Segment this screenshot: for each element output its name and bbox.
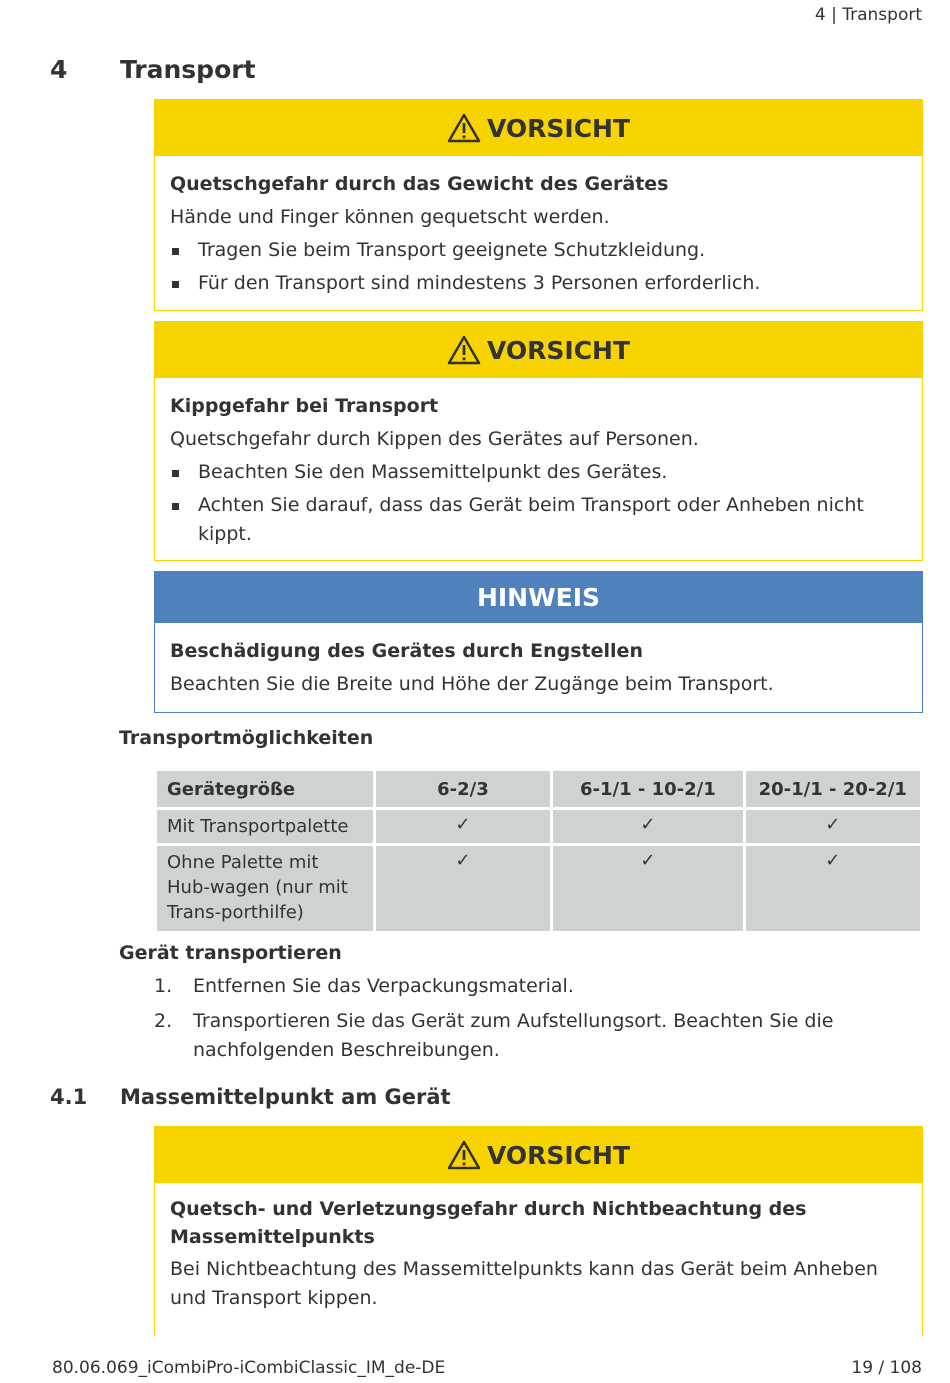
list-item <box>154 972 924 1001</box>
footer-document-id: 80.06.069_iCombiPro-iCombiClassic_IM_de-DE <box>52 1358 446 1378</box>
checkmark-icon: ✓ <box>746 810 920 843</box>
running-header: 4 | Transport <box>814 5 922 25</box>
table-cell: Ohne Palette mit Hub-wagen (nur mit Trans-porthilfe) <box>157 846 373 931</box>
caution-label: VORSICHT <box>486 113 631 143</box>
warning-text: Bei Nichtbeachtung des Massemittelpunkts kann das Gerät beim Anheben und Transport kippen. <box>170 1258 878 1309</box>
table-header-row <box>157 771 920 807</box>
subsection-heading <box>50 1085 451 1109</box>
list-item <box>170 491 908 549</box>
list-item <box>154 1007 924 1065</box>
caution-box <box>154 321 923 561</box>
list-item-text: Achten Sie darauf, dass das Gerät beim Transport oder Anheben nicht kippt. <box>198 494 864 545</box>
table-cell: Mit Transportpalette <box>157 810 373 843</box>
step-number: 1. <box>154 975 173 997</box>
caution-header <box>155 1127 922 1183</box>
step-text: Transportieren Sie das Gerät zum Aufstellungsort. Beachten Sie die nachfolgenden Beschreibungen. <box>193 1010 834 1061</box>
transport-options-table <box>154 768 923 934</box>
list-item-text: Tragen Sie beim Transport geeignete Schutzkleidung. <box>198 239 706 261</box>
bullet-square-icon <box>172 281 179 288</box>
transport-options-heading: Transportmöglichkeiten <box>119 727 374 749</box>
subsection-title: Massemittelpunkt am Gerät <box>120 1085 451 1109</box>
warning-text: Hände und Finger können gequetscht werden. <box>170 206 610 228</box>
bullet-square-icon <box>172 470 179 477</box>
checkmark-icon: ✓ <box>553 810 742 843</box>
warning-triangle-icon <box>447 113 481 143</box>
notice-text: Beachten Sie die Breite und Höhe der Zugänge beim Transport. <box>170 673 774 695</box>
section-number: 4 <box>50 55 68 84</box>
caution-box <box>154 99 923 311</box>
bullet-square-icon <box>172 248 179 255</box>
list-item <box>170 458 908 487</box>
table-header-cell: Gerätegröße <box>157 771 373 807</box>
caution-header <box>155 322 922 378</box>
warning-title: Kippgefahr bei Transport <box>170 395 439 417</box>
checkmark-icon: ✓ <box>553 846 742 931</box>
step-text: Entfernen Sie das Verpackungsmaterial. <box>193 975 574 997</box>
warning-bullet-list <box>170 236 908 298</box>
step-number: 2. <box>154 1010 173 1032</box>
list-item <box>170 236 908 265</box>
caution-label: VORSICHT <box>486 335 631 365</box>
table-header-cell: 20-1/1 - 20-2/1 <box>746 771 920 807</box>
checkmark-icon: ✓ <box>376 810 550 843</box>
caution-box <box>154 1126 923 1336</box>
table-row <box>157 810 920 843</box>
notice-label: HINWEIS <box>476 583 601 612</box>
table-header-cell: 6-1/1 - 10-2/1 <box>553 771 742 807</box>
notice-header <box>155 572 922 623</box>
caution-label: VORSICHT <box>486 1140 631 1170</box>
warning-title: Quetschgefahr durch das Gewicht des Gerätes <box>170 173 669 195</box>
notice-title: Beschädigung des Gerätes durch Engstellen <box>170 640 643 662</box>
procedure-steps <box>154 972 924 1071</box>
warning-title: Quetsch- und Verletzungsgefahr durch Nichtbeachtung des Massemittelpunkts <box>170 1198 807 1248</box>
bullet-square-icon <box>172 503 179 510</box>
warning-bullet-list <box>170 458 908 549</box>
checkmark-icon: ✓ <box>376 846 550 931</box>
footer-page-number: 19 / 108 <box>851 1358 922 1378</box>
table-row <box>157 846 920 931</box>
warning-triangle-icon <box>447 1140 481 1170</box>
notice-box <box>154 571 923 713</box>
caution-box-continued <box>154 1126 923 1336</box>
subsection-number: 4.1 <box>50 1085 88 1109</box>
checkmark-icon: ✓ <box>746 846 920 931</box>
warning-text: Quetschgefahr durch Kippen des Gerätes auf Personen. <box>170 428 699 450</box>
list-item-text: Für den Transport sind mindestens 3 Personen erforderlich. <box>198 272 761 294</box>
warning-triangle-icon <box>447 335 481 365</box>
caution-header <box>155 100 922 156</box>
list-item-text: Beachten Sie den Massemittelpunkt des Gerätes. <box>198 461 668 483</box>
table-header-cell: 6-2/3 <box>376 771 550 807</box>
section-title: Transport <box>120 55 256 84</box>
procedure-heading: Gerät transportieren <box>119 942 342 964</box>
list-item <box>170 269 908 298</box>
